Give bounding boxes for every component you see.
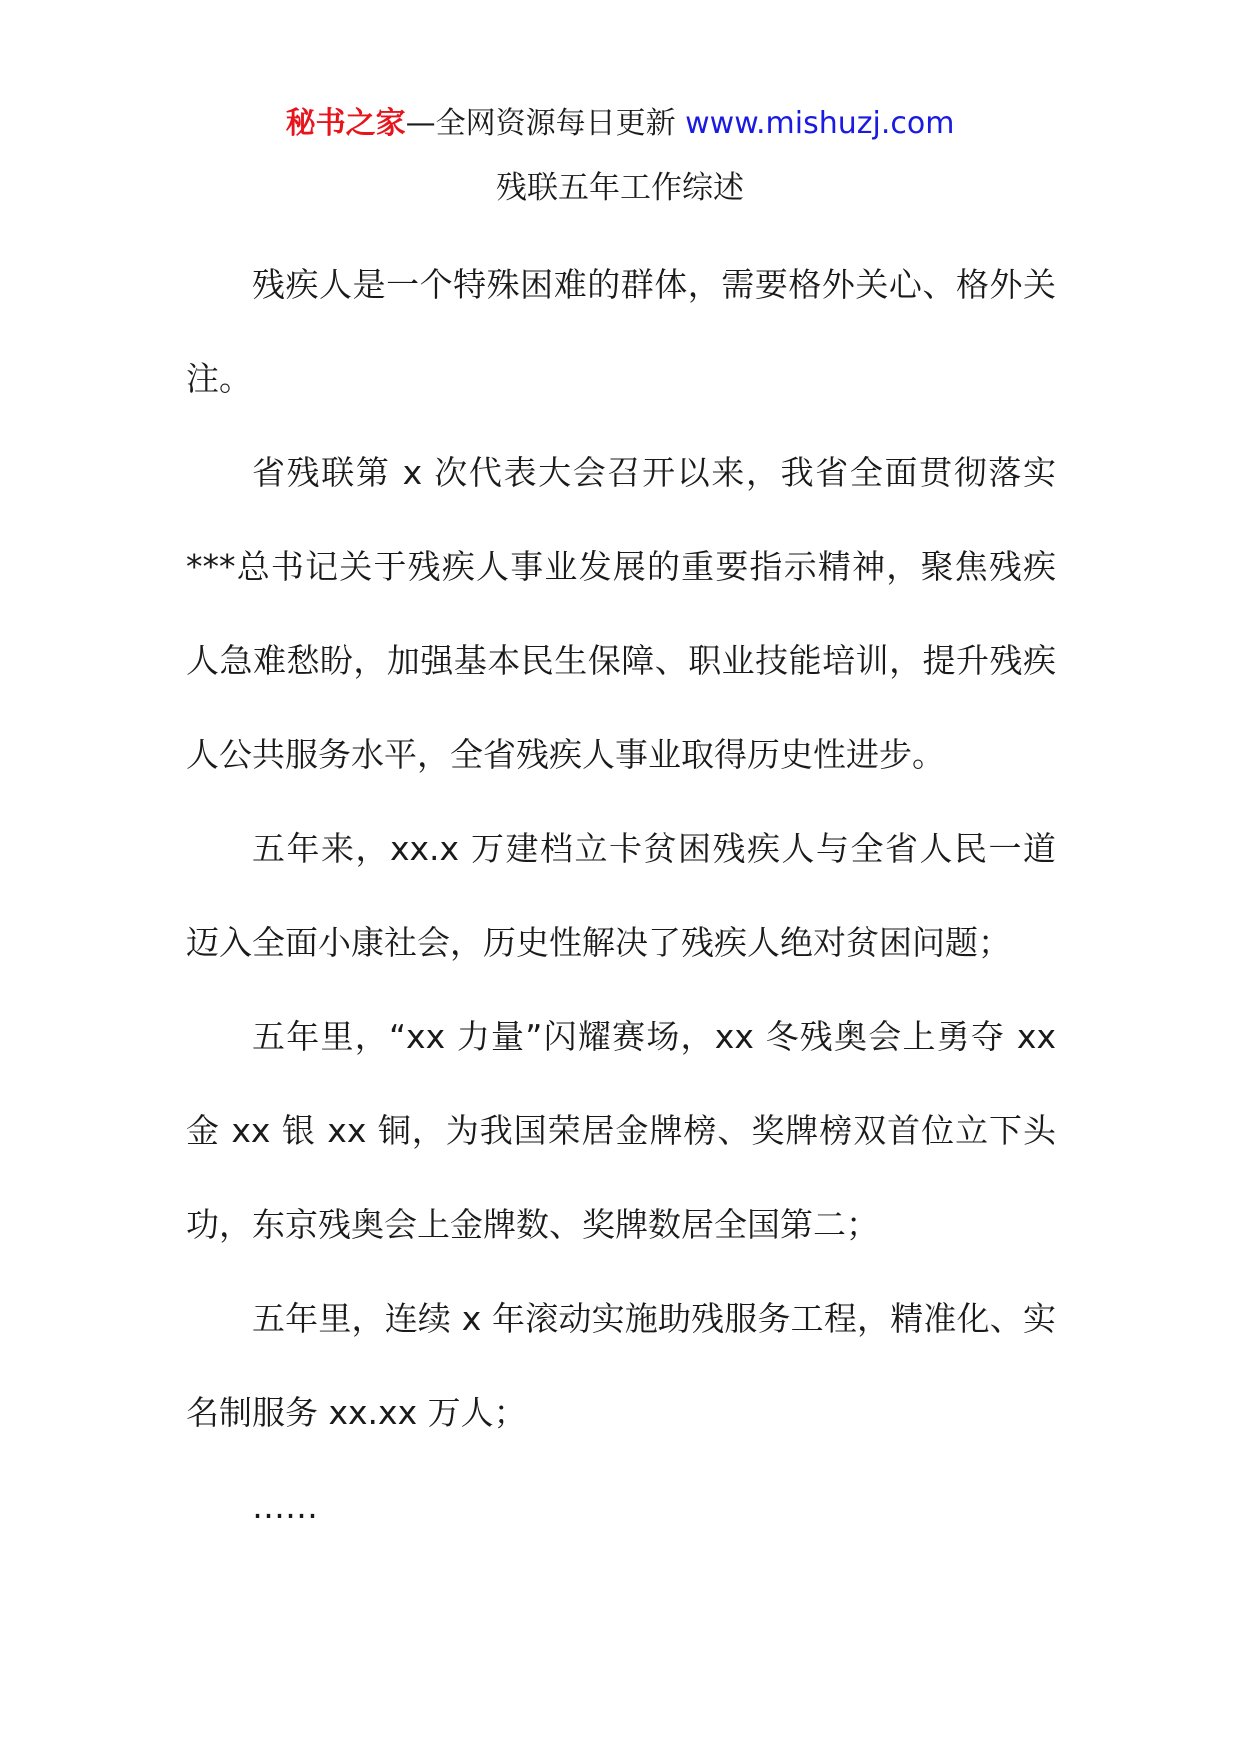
document-title: 残联五年工作综述: [496, 170, 744, 206]
paragraph-services: 五年里，连续 x 年滚动实施助残服务工程，精准化、实名制服务 xx.xx 万人；: [186, 1299, 1056, 1432]
brand-name: 秘书之家: [285, 106, 406, 141]
header-tagline: —全网资源每日更新: [405, 106, 676, 141]
paragraph-sports: 五年里，“xx 力量”闪耀赛场，xx 冬残奥会上勇夺 xx 金 xx 银 xx 铜，为我国荣居金牌榜、奖牌榜双首位立下头功，东京残奥会上金牌数、奖牌数居全国第二；: [186, 1017, 1056, 1244]
document-body: [186, 238, 1056, 1554]
site-link[interactable]: www.mishuzj.com: [685, 106, 955, 141]
paragraph-overview: 省残联第 x 次代表大会召开以来，我省全面贯彻落实***总书记关于残疾人事业发展的重要指示精神，聚焦残疾人急难愁盼，加强基本民生保障、职业技能培训，提升残疾人公共服务水平，全省残疾人事业取得历史性进步。: [186, 453, 1056, 774]
paragraph-ellipsis: ……: [252, 1487, 318, 1526]
paragraph-poverty: 五年来，xx.x 万建档立卡贫困残疾人与全省人民一道迈入全面小康社会，历史性解决了残疾人绝对贫困问题；: [186, 829, 1056, 962]
paragraph-intro: 残疾人是一个特殊困难的群体，需要格外关心、格外关注。: [186, 265, 1056, 398]
site-header: [0, 98, 1240, 150]
